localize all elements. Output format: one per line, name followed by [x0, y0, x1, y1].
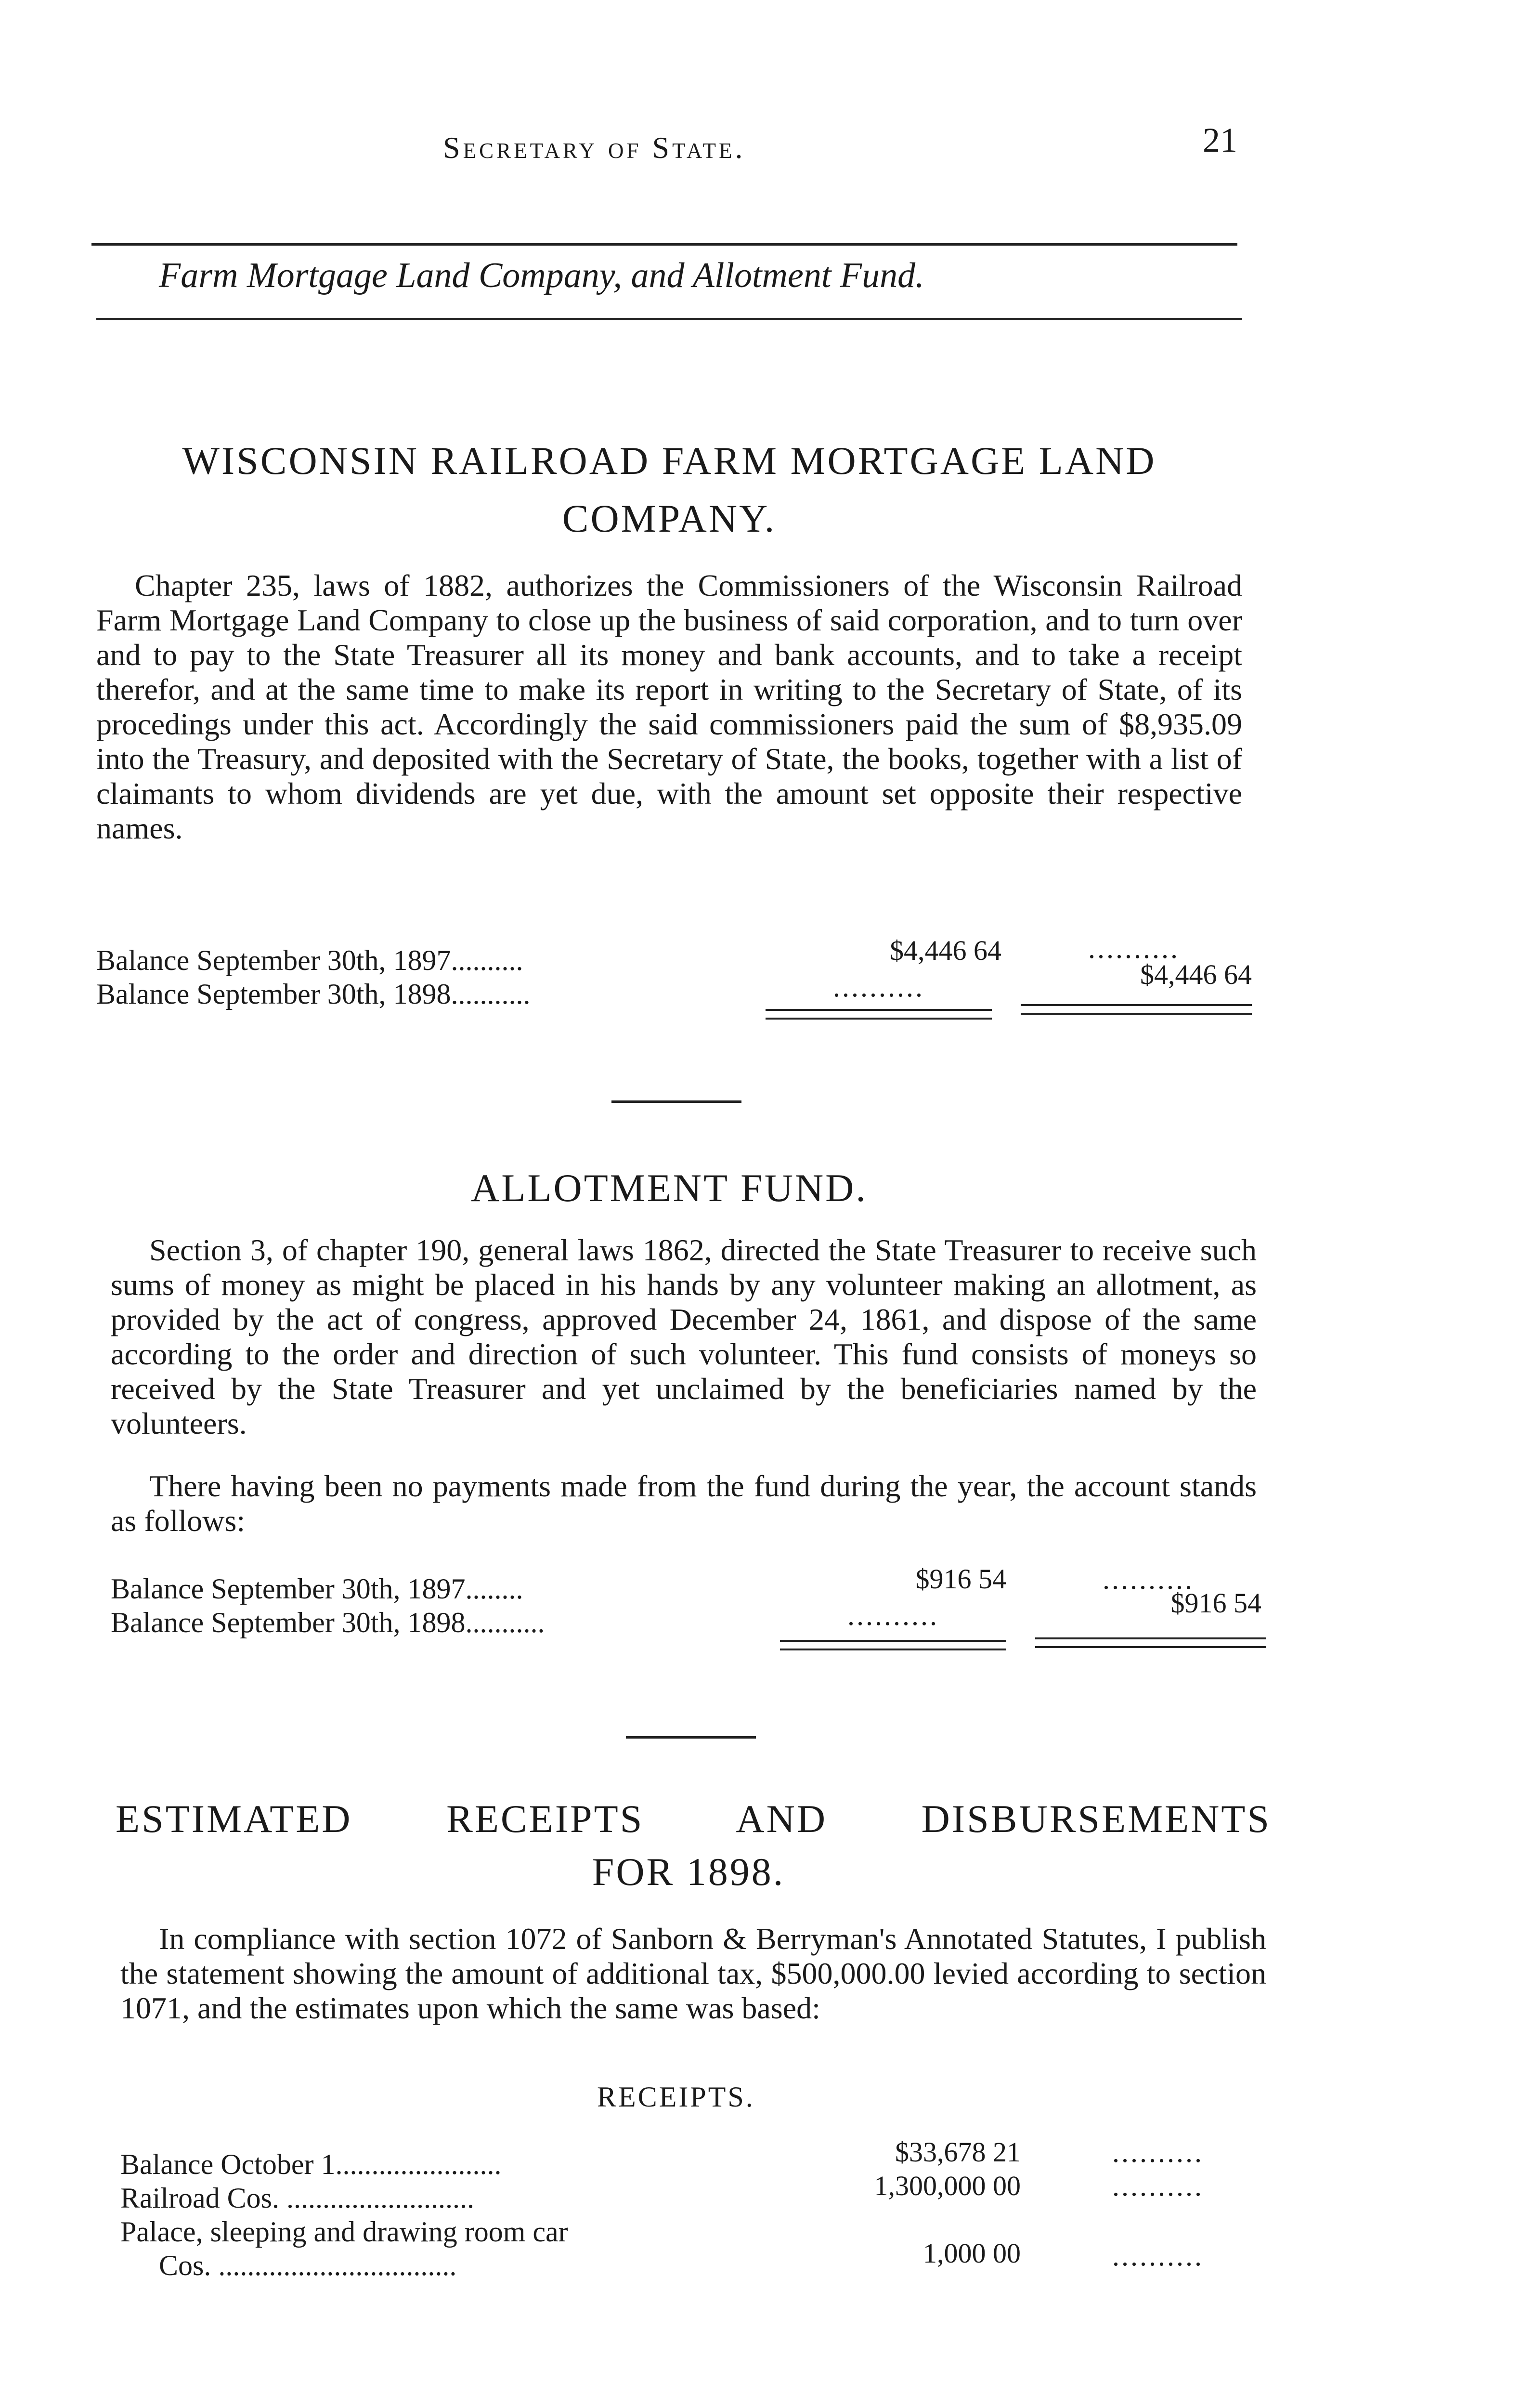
railroad-total-rule-2	[1021, 1004, 1252, 1015]
railroad-paragraph-text: Chapter 235, laws of 1882, authorizes the Commissioners of the Wisconsin Railroad Farm Mortgage Land Company to close up the business of said corporation, and to turn over and to pay to the State Treasurer all its money and bank accounts, and to take a receipt therefor, and at the same time to make its report in writing to the Secretary of State, of its procedings under this act. Accordingly the said commissioners paid the sum of $8,935.09 into the Treasury, and deposited with the Secretary of State, the books, together with a list of claimants to whom dividends are yet due, with the amount set opposite their respective names.	[96, 568, 1242, 845]
section-divider-2	[626, 1736, 756, 1739]
estimated-paragraph	[120, 1922, 1266, 2026]
receipts-row-1-label: Balance October 1.......................	[120, 2148, 502, 2180]
railroad-total-rule-1	[766, 1009, 992, 1020]
receipts-heading: RECEIPTS.	[597, 2081, 755, 2113]
allotment-row-2-label: Balance September 30th, 1898...........	[111, 1607, 545, 1638]
receipts-row-4-col1: 1,000 00	[923, 2238, 1021, 2269]
estimated-title-line1: ESTIMATED RECEIPTS AND DISBURSEMENTS	[116, 1797, 1271, 1841]
receipts-row-2-label: Railroad Cos. ..........................	[120, 2182, 474, 2214]
allotment-title: ALLOTMENT FUND.	[471, 1166, 868, 1210]
allotment-paragraph-2	[111, 1469, 1257, 1538]
estimated-title-line2: FOR 1898.	[592, 1850, 785, 1894]
railroad-row-1-col1: $4,446 64	[890, 935, 1001, 966]
subhead: Farm Mortgage Land Company, and Allotment Fund.	[159, 256, 924, 295]
receipts-row-2-col1: 1,300,000 00	[874, 2170, 1021, 2201]
railroad-row-1-col2: ..........	[1088, 932, 1180, 964]
allotment-total-rule-2	[1035, 1637, 1266, 1648]
allotment-paragraph-2-text: There having been no payments made from the fund during the year, the account stands as follows:	[111, 1469, 1257, 1538]
header-rule-top	[91, 243, 1237, 246]
railroad-row-2-label: Balance September 30th, 1898...........	[96, 978, 531, 1010]
allotment-paragraph-1	[111, 1233, 1257, 1441]
allotment-row-2-col1: ..........	[847, 1599, 939, 1631]
receipts-row-2-col2: ..........	[1112, 2170, 1204, 2202]
railroad-paragraph	[96, 568, 1242, 846]
section-divider-1	[611, 1100, 741, 1103]
railroad-row-2-col2: $4,446 64	[1140, 959, 1252, 990]
receipts-row-4-label: Cos. .................................	[159, 2250, 457, 2281]
receipts-row-1-col2: ..........	[1112, 2136, 1204, 2168]
allotment-row-1-col2: ..........	[1103, 1563, 1194, 1595]
header-rule-bottom	[96, 318, 1242, 320]
allotment-total-rule-1	[780, 1640, 1006, 1650]
receipts-row-4-col2: ..........	[1112, 2240, 1204, 2272]
running-head: Secretary of State.	[443, 131, 746, 165]
railroad-row-2-col1: ..........	[833, 971, 924, 1003]
receipts-row-3-label: Palace, sleeping and drawing room car	[120, 2216, 568, 2248]
receipts-row-1-col1: $33,678 21	[895, 2136, 1021, 2168]
estimated-paragraph-text: In compliance with section 1072 of Sanborn & Berryman's Annotated Statutes, I publish the statement showing the amount of additional tax, $500,000.00 levied according to section 1071, and the estimates upon which the same was based:	[120, 1922, 1266, 2025]
railroad-row-1-label: Balance September 30th, 1897..........	[96, 944, 523, 976]
allotment-row-2-col2: $916 54	[1170, 1587, 1261, 1619]
railroad-title-line1: WISCONSIN RAILROAD FARM MORTGAGE LAND	[182, 439, 1156, 483]
allotment-row-1-col1: $916 54	[915, 1563, 1006, 1595]
allotment-row-1-label: Balance September 30th, 1897........	[111, 1573, 523, 1605]
railroad-title-line2: COMPANY.	[562, 497, 777, 540]
allotment-paragraph-1-text: Section 3, of chapter 190, general laws 1862, directed the State Treasurer to receive such sums of money as might be placed in his hands by any volunteer making an allotment, as provided by the act of congress, approved December 24, 1861, and dispose of the same according to the order and direction of such volunteer. This fund consists of moneys so received by the State Treasurer and yet unclaimed by the beneficiaries named by the volunteers.	[111, 1233, 1257, 1440]
page-header	[96, 120, 1242, 178]
page-number: 21	[1203, 121, 1237, 159]
